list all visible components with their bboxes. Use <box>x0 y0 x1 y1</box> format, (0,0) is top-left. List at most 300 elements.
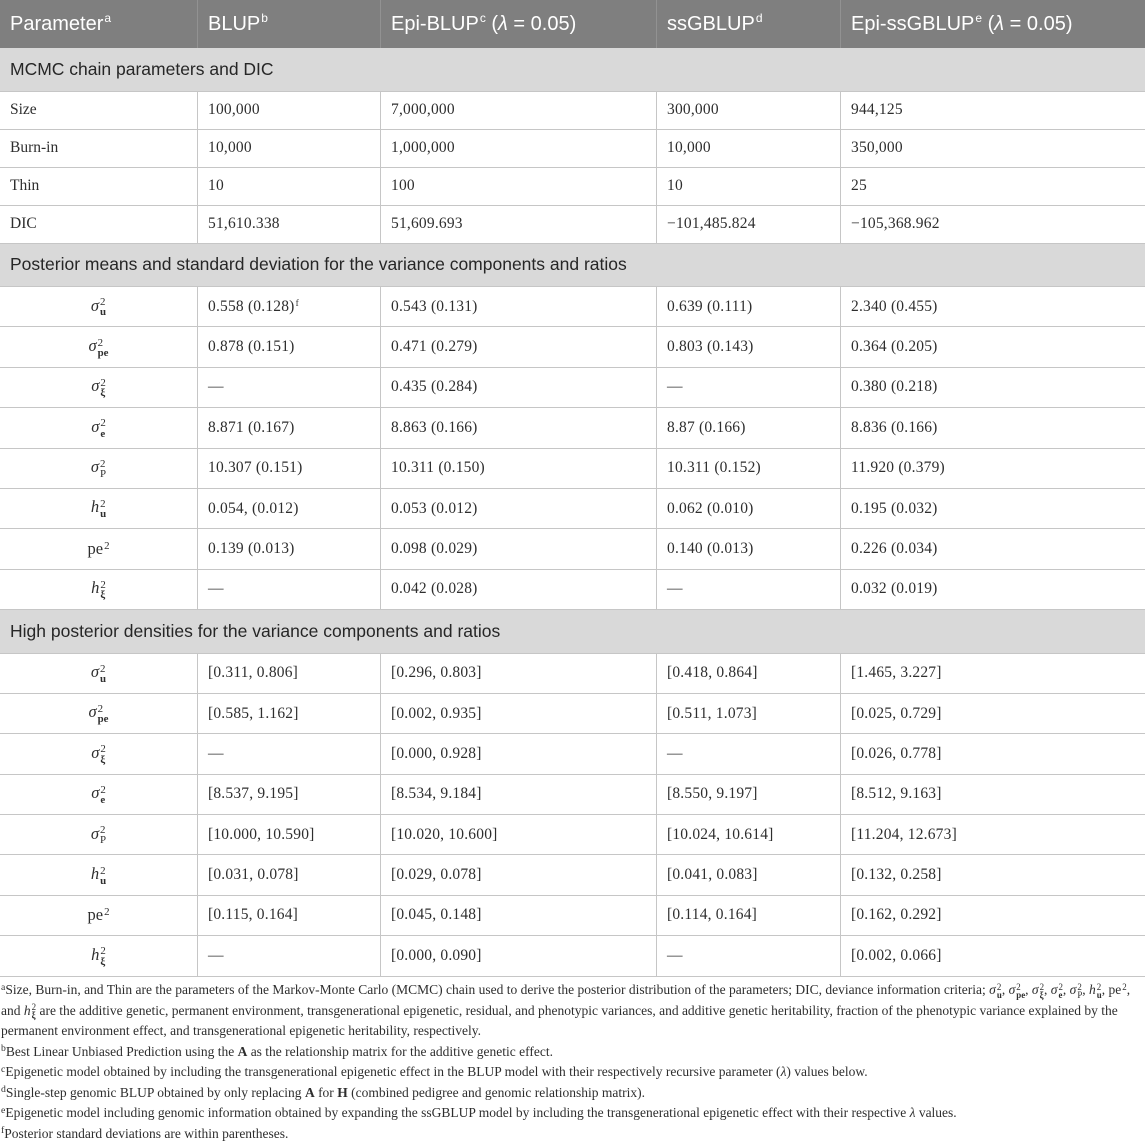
footnote-text: , and <box>1 982 1131 1018</box>
column-detail-close: = 0.05) <box>1004 12 1073 35</box>
value-text: 0.053 (0.012) <box>391 499 478 517</box>
symbol-base: σ <box>90 823 100 843</box>
bold-matrix-symbol: H <box>337 1084 348 1100</box>
symbol-base: h <box>1089 982 1096 997</box>
footnote-text: , <box>1101 982 1109 997</box>
parameter-cell <box>0 694 198 733</box>
value-cell-epi-ssgblup <box>841 327 1145 366</box>
value-cell-ssgblup <box>657 896 841 935</box>
value-cell-epi-blup <box>381 815 657 854</box>
symbol-base: h <box>23 1002 31 1018</box>
footnote <box>1 1062 1144 1083</box>
footnote-marker: d <box>1 1084 6 1096</box>
table-row <box>0 855 1145 895</box>
value-cell-epi-ssgblup <box>841 206 1145 243</box>
symbol-subscript: P <box>100 467 107 480</box>
value-text: [0.115, 0.164] <box>208 906 299 924</box>
footnote-text: values. <box>915 1105 957 1120</box>
value-text: [0.296, 0.803] <box>391 664 482 682</box>
math-symbol <box>1008 981 1026 1000</box>
value-cell-epi-ssgblup <box>841 368 1145 407</box>
footnote-text: , <box>1001 982 1009 997</box>
value-cell-epi-blup <box>381 130 657 167</box>
value-cell-blup <box>198 936 381 975</box>
value-cell-epi-blup <box>381 327 657 366</box>
footnote-marker: c <box>1 1063 6 1075</box>
value-text: 0.639 (0.111) <box>667 297 753 315</box>
parameter-cell <box>0 654 198 693</box>
math-symbol <box>88 702 108 724</box>
footnote-marker: f <box>295 298 299 309</box>
footnote-text: Size, Burn-in, and Thin are the parameters of the Markov-Monte Carlo (MCMC) chain used to derive the posterior distribution of the parameters; DIC, deviance information criteria; <box>5 982 990 997</box>
footnote <box>1 1103 1144 1124</box>
value-cell-blup <box>198 206 381 243</box>
symbol-scripts <box>100 785 105 806</box>
footnote-marker: b <box>261 11 268 26</box>
parameter-cell <box>0 734 198 773</box>
symbol-base: σ <box>88 335 97 355</box>
value-text: 10 <box>208 177 224 194</box>
symbol-base: σ <box>1031 982 1039 997</box>
math-symbol <box>91 497 106 519</box>
value-text: 10.311 (0.150) <box>391 459 485 477</box>
value-cell-epi-ssgblup <box>841 449 1145 488</box>
symbol-superscript: 2 <box>1016 981 1021 992</box>
section-header-row <box>0 48 1145 92</box>
symbol-scripts <box>100 580 105 601</box>
column-label: BLUP <box>208 12 261 35</box>
value-text: [0.026, 0.778] <box>851 744 942 762</box>
value-text: — <box>667 946 683 964</box>
value-cell-ssgblup <box>657 287 841 326</box>
symbol-scripts <box>100 499 106 520</box>
value-cell-epi-ssgblup <box>841 936 1145 975</box>
symbol-scripts <box>100 946 105 967</box>
footnote-text: Epigenetic model obtained by including the transgenerational epigenetic effect in the BLUP model with their respectively recursive parameter ( <box>5 1064 781 1079</box>
table-row <box>0 408 1145 448</box>
footnote-marker: e <box>1 1104 6 1116</box>
italic-symbol: λ <box>909 1105 916 1120</box>
value-cell-epi-blup <box>381 529 657 568</box>
value-cell-epi-blup <box>381 570 657 609</box>
footnote-text: , <box>1044 982 1051 997</box>
symbol-base: pe <box>87 538 104 558</box>
value-cell-epi-blup <box>381 449 657 488</box>
symbol-base: σ <box>1069 982 1077 997</box>
table-row <box>0 327 1145 367</box>
value-cell-ssgblup <box>657 168 841 205</box>
table-row <box>0 775 1145 815</box>
parameter-cell <box>0 168 198 205</box>
value-cell-epi-ssgblup <box>841 408 1145 447</box>
symbol-superscript: 2 <box>996 981 1002 992</box>
symbol-subscript: u <box>100 508 107 521</box>
value-cell-ssgblup <box>657 936 841 975</box>
symbol-subscript: u <box>100 672 107 685</box>
symbol-base: h <box>91 944 100 964</box>
symbol-base: σ <box>90 295 100 315</box>
table-row <box>0 654 1145 694</box>
value-text: 51,609.693 <box>391 215 463 232</box>
value-text: — <box>208 946 224 964</box>
symbol-subscript: u <box>100 306 107 319</box>
value-cell-epi-blup <box>381 936 657 975</box>
value-text: 0.098 (0.029) <box>391 539 478 557</box>
symbol-superscript: 2 <box>1077 981 1082 992</box>
value-text: 0.803 (0.143) <box>667 338 754 356</box>
value-text: [10.020, 10.600] <box>391 825 498 843</box>
column-label: Epi-BLUP <box>391 12 479 35</box>
value-text <box>208 298 299 316</box>
value-text: −105,368.962 <box>851 215 940 232</box>
footnote-text: ) values below. <box>786 1064 868 1079</box>
parameter-cell <box>0 408 198 447</box>
column-header-text <box>851 13 1073 36</box>
value-text: [0.162, 0.292] <box>851 906 942 924</box>
footnote-text: as the relationship matrix for the additive genetic effect. <box>247 1043 553 1059</box>
value-cell-blup <box>198 408 381 447</box>
value-cell-blup <box>198 449 381 488</box>
value-text: [8.537, 9.195] <box>208 785 299 803</box>
value-text: [8.512, 9.163] <box>851 785 942 803</box>
value-cell-blup <box>198 489 381 528</box>
math-symbol <box>1050 981 1063 1000</box>
value-cell-ssgblup <box>657 408 841 447</box>
value-cell-ssgblup <box>657 206 841 243</box>
footnote-text: , <box>1082 982 1090 997</box>
symbol-superscript: 2 <box>100 578 106 591</box>
value-text: [0.000, 0.090] <box>391 946 482 964</box>
symbol-base: pe <box>87 905 104 925</box>
symbol-superscript: 2 <box>100 296 106 309</box>
symbol-subscript: ξ <box>100 955 106 968</box>
value-text: 0.226 (0.034) <box>851 539 938 557</box>
value-text: — <box>208 744 224 762</box>
value-text: 0.054, (0.012) <box>208 499 299 517</box>
parameter-cell <box>0 206 198 243</box>
symbol-subscript: e <box>100 794 106 807</box>
value-cell-blup <box>198 92 381 129</box>
math-symbol <box>91 578 106 600</box>
value-cell-blup <box>198 896 381 935</box>
table-row <box>0 694 1145 734</box>
symbol-superscript: 2 <box>100 457 106 470</box>
symbol-superscript: 2 <box>104 906 110 918</box>
value-text: 10.307 (0.151) <box>208 459 303 477</box>
column-detail-open: ( <box>485 12 499 35</box>
column-header-epi-blup <box>381 0 657 48</box>
math-symbol <box>91 945 106 967</box>
value-text: 2.340 (0.455) <box>851 297 938 315</box>
value-cell-ssgblup <box>657 694 841 733</box>
parameter-cell <box>0 489 198 528</box>
value-text: [0.311, 0.806] <box>208 664 299 682</box>
value-cell-epi-ssgblup <box>841 489 1145 528</box>
value-cell-blup <box>198 368 381 407</box>
value-text: 8.863 (0.166) <box>391 418 478 436</box>
table-row <box>0 936 1145 976</box>
value-cell-epi-blup <box>381 168 657 205</box>
math-symbol <box>91 824 106 846</box>
symbol-base: σ <box>88 702 97 722</box>
symbol-scripts <box>100 459 106 480</box>
parameter-label: Thin <box>10 177 40 194</box>
parameter-cell <box>0 570 198 609</box>
parameter-cell <box>0 287 198 326</box>
symbol-scripts <box>100 866 106 887</box>
parameter-label: DIC <box>10 215 37 232</box>
footnote <box>1 1083 1144 1104</box>
value-number: 0.558 (0.128) <box>208 297 295 315</box>
footnote-marker: c <box>479 11 486 26</box>
value-cell-blup <box>198 855 381 894</box>
value-text: 0.878 (0.151) <box>208 338 295 356</box>
math-symbol <box>1089 981 1102 1000</box>
symbol-superscript: 2 <box>97 336 104 349</box>
math-symbol <box>87 539 109 559</box>
footnote-marker: d <box>755 11 763 26</box>
math-symbol <box>91 743 106 765</box>
column-header-parameter <box>0 0 198 48</box>
value-text: 25 <box>851 177 867 194</box>
symbol-subscript: e <box>1058 989 1063 1000</box>
symbol-superscript: 2 <box>100 417 106 430</box>
section-header-row <box>0 244 1145 288</box>
value-cell-ssgblup <box>657 734 841 773</box>
parameter-cell <box>0 775 198 814</box>
value-text: 10,000 <box>667 139 711 156</box>
value-cell-blup <box>198 529 381 568</box>
value-text: 100 <box>391 177 415 194</box>
parameter-cell <box>0 327 198 366</box>
value-cell-epi-ssgblup <box>841 896 1145 935</box>
footnote-text: are the additive genetic, permanent environment, transgenerational epigenetic, residual, and phenotypic variances, and additive genetic heritability, fraction of the phenotypic variance explained by the permanent environment effect, and transgenerational epigenetic heritability, respectively. <box>1 1002 1118 1038</box>
value-cell-epi-ssgblup <box>841 815 1145 854</box>
value-cell-blup <box>198 654 381 693</box>
parameter-cell <box>0 368 198 407</box>
value-text: 10 <box>667 177 683 194</box>
value-cell-ssgblup <box>657 92 841 129</box>
value-text: 0.380 (0.218) <box>851 378 938 396</box>
lambda-symbol: λ <box>994 12 1005 35</box>
column-label: Parameter <box>10 12 104 35</box>
symbol-subscript: ξ <box>31 1010 36 1021</box>
value-text: 0.471 (0.279) <box>391 338 478 356</box>
math-symbol <box>91 783 106 805</box>
symbol-superscript: 2 <box>1039 981 1045 992</box>
value-cell-epi-blup <box>381 775 657 814</box>
footnote-text: Best Linear Unbiased Prediction using the <box>5 1043 238 1059</box>
value-cell-epi-ssgblup <box>841 654 1145 693</box>
value-text: [0.114, 0.164] <box>667 906 758 924</box>
symbol-subscript: ξ <box>100 387 106 400</box>
symbol-scripts <box>104 541 109 551</box>
value-cell-epi-blup <box>381 408 657 447</box>
symbol-base: h <box>91 578 100 598</box>
table-row <box>0 92 1145 130</box>
parameter-cell <box>0 92 198 129</box>
symbol-base: σ <box>989 982 996 997</box>
value-text: 0.139 (0.013) <box>208 539 295 557</box>
table-row <box>0 206 1145 244</box>
bold-matrix-symbol: A <box>304 1084 315 1100</box>
value-text: 300,000 <box>667 101 719 118</box>
header-row <box>0 0 1145 48</box>
italic-symbol: λ <box>780 1064 787 1079</box>
footnote-text: (combined pedigree and genomic relationship matrix). <box>347 1084 645 1100</box>
math-symbol <box>88 336 108 358</box>
footnote-marker: a <box>104 11 112 26</box>
footnote-text: , <box>1025 982 1032 997</box>
table-row <box>0 449 1145 489</box>
value-text: — <box>667 580 683 598</box>
symbol-scripts <box>1016 983 1025 999</box>
table-row <box>0 896 1145 936</box>
parameter-cell <box>0 855 198 894</box>
symbol-superscript: 2 <box>100 662 106 675</box>
column-header-text <box>208 13 268 36</box>
value-cell-epi-ssgblup <box>841 92 1145 129</box>
value-text: [0.002, 0.066] <box>851 946 942 964</box>
column-header-text <box>667 13 763 36</box>
value-text: 0.543 (0.131) <box>391 297 478 315</box>
symbol-base: pe <box>1108 982 1122 997</box>
value-cell-epi-blup <box>381 855 657 894</box>
column-header-ssgblup <box>657 0 841 48</box>
value-cell-blup <box>198 168 381 205</box>
table-row <box>0 815 1145 855</box>
value-cell-epi-ssgblup <box>841 529 1145 568</box>
symbol-base: σ <box>91 376 100 396</box>
value-cell-ssgblup <box>657 815 841 854</box>
value-cell-blup <box>198 775 381 814</box>
math-symbol <box>91 296 106 318</box>
footnote-text: Posterior standard deviations are within parentheses. <box>4 1125 289 1141</box>
symbol-subscript: u <box>100 874 107 887</box>
value-cell-epi-ssgblup <box>841 130 1145 167</box>
value-cell-ssgblup <box>657 489 841 528</box>
footnote-text: Epigenetic model including genomic information obtained by expanding the ssGBLUP model by including the transgenerational epigenetic effect with their respective <box>5 1105 910 1120</box>
footnote-marker: f <box>1 1125 5 1137</box>
table-row <box>0 368 1145 408</box>
symbol-base: h <box>90 863 100 883</box>
value-text: 8.836 (0.166) <box>851 418 938 436</box>
symbol-scripts <box>98 338 109 359</box>
value-text: — <box>667 744 683 762</box>
symbol-superscript: 2 <box>97 703 104 715</box>
value-cell-ssgblup <box>657 855 841 894</box>
column-header-epi-ssgblup <box>841 0 1145 48</box>
value-cell-blup <box>198 570 381 609</box>
parameter-cell <box>0 936 198 975</box>
symbol-superscript: 2 <box>100 743 106 756</box>
footnote <box>1 1042 1144 1063</box>
value-cell-ssgblup <box>657 130 841 167</box>
symbol-scripts <box>100 297 106 318</box>
value-cell-ssgblup <box>657 654 841 693</box>
column-header-text <box>391 13 576 36</box>
value-text: [8.534, 9.184] <box>391 785 482 803</box>
value-cell-ssgblup <box>657 529 841 568</box>
value-cell-blup <box>198 734 381 773</box>
value-cell-ssgblup <box>657 449 841 488</box>
value-text: 10.311 (0.152) <box>667 459 761 477</box>
value-cell-epi-ssgblup <box>841 287 1145 326</box>
symbol-base: σ <box>91 742 100 762</box>
value-cell-epi-blup <box>381 489 657 528</box>
value-text: 350,000 <box>851 139 903 156</box>
value-text: [10.000, 10.590] <box>208 825 315 843</box>
symbol-superscript: 2 <box>100 376 106 389</box>
math-symbol <box>91 376 106 398</box>
symbol-subscript: ξ <box>1039 989 1044 1000</box>
value-text: — <box>208 378 224 396</box>
symbol-subscript: P <box>100 834 107 847</box>
symbol-subscript: pe <box>97 713 109 726</box>
table-row <box>0 168 1145 206</box>
math-symbol <box>91 662 106 684</box>
value-cell-blup <box>198 287 381 326</box>
value-cell-blup <box>198 694 381 733</box>
symbol-superscript: 2 <box>1096 981 1102 992</box>
parameter-cell <box>0 815 198 854</box>
symbol-subscript: ξ <box>100 589 106 602</box>
section-title: Posterior means and standard deviation for the variance components and ratios <box>10 254 627 275</box>
value-text: 100,000 <box>208 101 260 118</box>
symbol-base: σ <box>91 416 100 436</box>
value-text: 1,000,000 <box>391 139 455 156</box>
table-row <box>0 489 1145 529</box>
math-symbol <box>91 457 106 479</box>
parameter-cell <box>0 529 198 568</box>
value-cell-epi-ssgblup <box>841 570 1145 609</box>
footnote <box>1 1124 1144 1145</box>
value-text: [1.465, 3.227] <box>851 664 942 682</box>
section-title: MCMC chain parameters and DIC <box>10 58 274 79</box>
footnote-marker: a <box>1 981 6 993</box>
symbol-superscript: 2 <box>100 783 106 796</box>
symbol-superscript: 2 <box>1058 981 1063 992</box>
math-symbol <box>91 417 106 439</box>
math-symbol <box>1069 981 1083 1000</box>
value-text: [0.132, 0.258] <box>851 866 942 884</box>
symbol-subscript: P <box>1077 989 1083 1000</box>
value-text: −101,485.824 <box>667 215 756 232</box>
value-text: — <box>667 378 683 396</box>
symbol-superscript: 2 <box>100 864 106 877</box>
parameter-cell <box>0 896 198 935</box>
footnote-marker: b <box>1 1043 6 1055</box>
value-text: [0.031, 0.078] <box>208 866 299 884</box>
table-row <box>0 570 1145 610</box>
parameter-cell <box>0 449 198 488</box>
symbol-superscript: 2 <box>1122 981 1127 992</box>
value-text: [0.418, 0.864] <box>667 664 758 682</box>
column-header-blup <box>198 0 381 48</box>
value-cell-blup <box>198 815 381 854</box>
footnote-marker: e <box>975 11 983 26</box>
symbol-base: σ <box>1050 982 1058 997</box>
symbol-superscript: 2 <box>104 539 110 552</box>
symbol-base: σ <box>90 457 100 477</box>
math-symbol <box>1031 981 1045 1000</box>
lambda-symbol: λ <box>498 12 508 35</box>
parameter-label: Size <box>10 101 37 118</box>
value-cell-epi-blup <box>381 287 657 326</box>
column-detail-open: ( <box>982 12 995 35</box>
bold-matrix-symbol: A <box>237 1043 248 1059</box>
symbol-subscript: e <box>100 427 106 440</box>
